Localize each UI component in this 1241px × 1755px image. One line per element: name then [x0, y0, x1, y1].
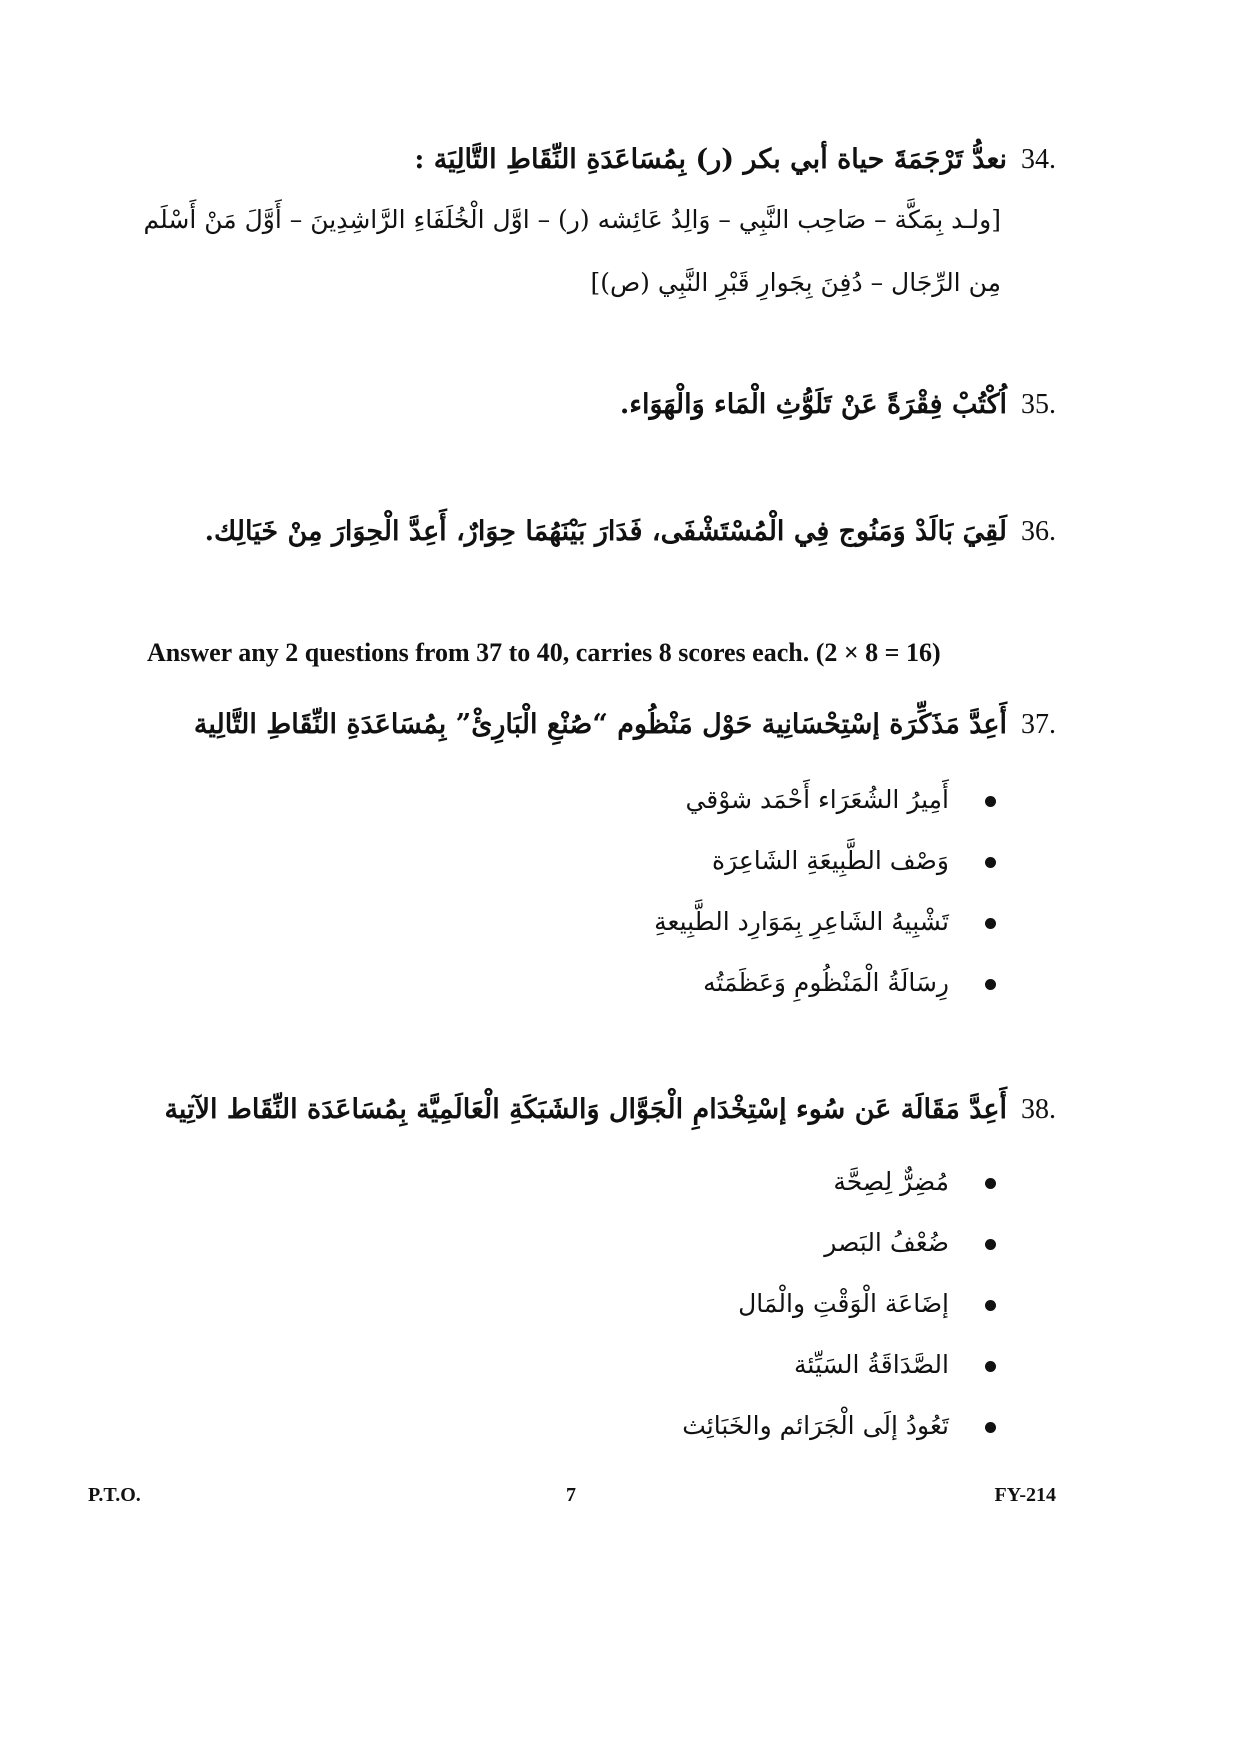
list-item: أَمِيرُ الشُعَرَاء أَحْمَد شوْقي [685, 785, 996, 815]
question-36-text: لَقِيَ بَالَدْ وَمَنُوج فِي الْمُسْتَشْفَى، فَدَارَ بَيْنَهُمَا حِوَارٌ، أَعِدَّ الْحِوَارَ مِنْ خَيَالِك. [204, 516, 1007, 547]
list-item: وَصْف الطَّبِيعَةِ الشَاعِرَة [712, 846, 996, 876]
question-34-line-1: [ولـد بِمَكَّة – صَاحِب النَّبِي – وَالِدُ عَائِشه (ر) – اوَّل الْخُلَفَاءِ الرَّاشِدِينَ – أَوَّلَ مَنْ أَسْلَم [143, 205, 1001, 234]
question-36-heading [205, 515, 1056, 549]
list-item: إضَاعَة الْوَقْتِ والْمَال [738, 1289, 996, 1319]
bullet-icon [985, 857, 996, 868]
list-item: رِسَالَةُ الْمَنْظُومِ وَعَظَمَتُه [703, 968, 996, 998]
footer-page-number: 7 [566, 1484, 576, 1506]
list-item: مُضِرٌّ لِصِحَّة [833, 1167, 996, 1197]
footer-paper-code: FY-214 [994, 1484, 1056, 1506]
question-37-text: أَعِدَّ مَذَكِّرَة إسْتِحْسَانِية حَوْل مَنْظُوم “صُنْعِ الْبَارِئْ” بِمُسَاعَدَةِ النِّقَاطِ التَّالِية [193, 709, 1007, 740]
bullet-icon [985, 918, 996, 929]
section-instruction: Answer any 2 questions from 37 to 40, carries 8 scores each. (2 × 8 = 16) [147, 638, 941, 667]
question-38-heading [164, 1093, 1056, 1127]
list-item: تَشْبِيهُ الشَاعِرِ بِمَوَارِد الطَّبِيعةِ [654, 907, 996, 937]
footer-pto: P.T.O. [88, 1484, 141, 1506]
question-34-heading [414, 143, 1056, 177]
question-38-text: أَعِدَّ مَقَالَة عَن سُوء إسْتِخْدَامِ الْجَوَّال وَالشَبَكَةِ الْعَالَمِيَّة بِمُسَاعَدَة النِّقَاط الآتِية [164, 1094, 1007, 1125]
bullet-icon [985, 1178, 996, 1189]
question-35-number: 35. [1021, 389, 1056, 420]
list-item: تَعُودُ إلَى الْجَرَائم والخَبَائِث [682, 1411, 996, 1441]
question-34-number: 34. [1021, 144, 1056, 175]
list-item: ضُعْفُ البَصر [824, 1228, 996, 1258]
question-38-number: 38. [1021, 1094, 1056, 1125]
bullet-icon [985, 1300, 996, 1311]
question-37-heading [194, 708, 1056, 742]
question-34-line-2: مِن الرِّجَال – دُفِنَ بِجَوارِ قَبْرِ النَّبِي (ص)] [590, 268, 1001, 297]
question-35-heading [620, 388, 1056, 422]
bullet-icon [985, 979, 996, 990]
question-37-number: 37. [1021, 709, 1056, 740]
question-34-text: نعدُّ تَرْجَمَةَ حياة أبي بكر (ر) بِمُسَاعَدَةِ النِّقَاطِ التَّالِيَة : [414, 144, 1007, 175]
list-item: الصَّدَاقَةُ السَيِّئة [794, 1350, 996, 1380]
question-36-number: 36. [1021, 516, 1056, 547]
bullet-icon [985, 1422, 996, 1433]
bullet-icon [985, 796, 996, 807]
question-35-text: اُكْتُبْ فِقْرَةً عَنْ تَلَوُّثِ الْمَاء وَالْهَوَاء. [619, 389, 1007, 420]
bullet-icon [985, 1361, 996, 1372]
bullet-icon [985, 1239, 996, 1250]
